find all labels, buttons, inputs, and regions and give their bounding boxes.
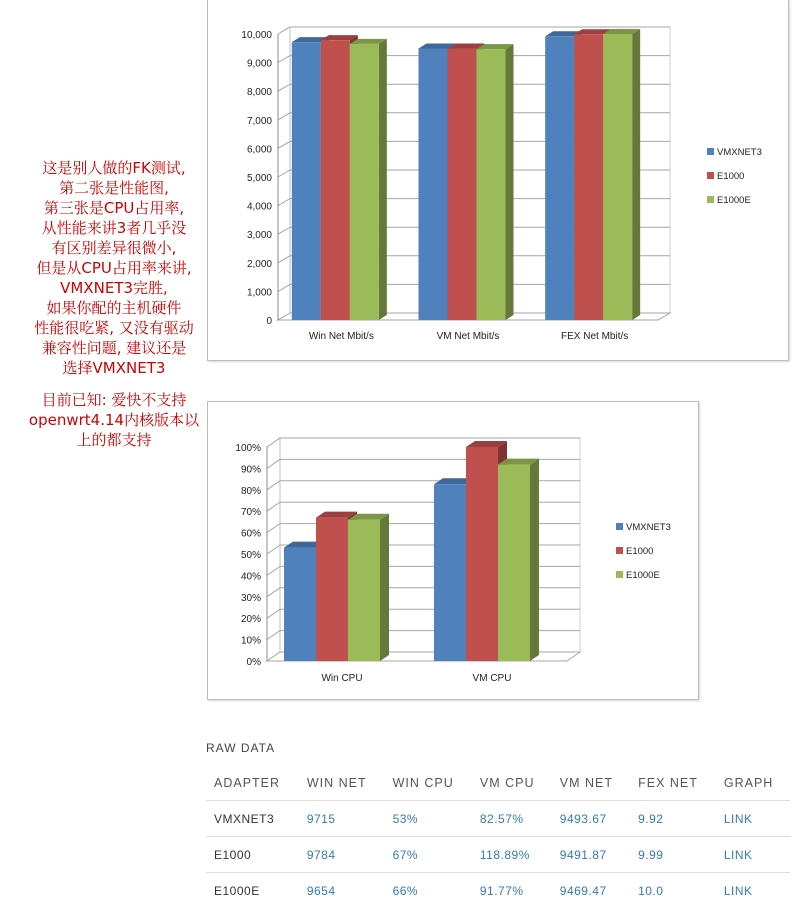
- bar-vmxnet3-1: [419, 48, 448, 320]
- y-tick-label: 8,000: [247, 87, 272, 98]
- raw-data-heading: RAW DATA: [206, 741, 275, 755]
- network-performance-chart: [207, 0, 789, 361]
- graph-link[interactable]: LINK: [716, 837, 790, 873]
- column-header: FEX NET: [630, 766, 716, 801]
- y-tick-label: 7,000: [247, 116, 272, 127]
- legend-label: E1000: [626, 546, 653, 557]
- y-tick-label: 5,000: [247, 173, 272, 184]
- bar-side: [380, 514, 389, 661]
- legend-swatch: [707, 148, 714, 155]
- annotation-line: 第二张是性能图,: [0, 178, 228, 198]
- cpu-usage-chart: [207, 401, 699, 700]
- legend-label: E1000E: [626, 570, 660, 581]
- annotation-line: 有区别差异很微小,: [0, 238, 228, 258]
- adapter-cell: E1000: [206, 837, 299, 873]
- red-annotation-text: [0, 158, 228, 450]
- legend-swatch: [616, 571, 623, 578]
- vm-cpu-cell: 91.77%: [472, 873, 552, 908]
- legend-label: VMXNET3: [717, 147, 762, 158]
- legend-label: E1000: [717, 171, 744, 182]
- y-tick-label: 90%: [241, 464, 261, 475]
- y-tick-label: 30%: [241, 593, 261, 604]
- y-tick-label: 10%: [241, 636, 261, 647]
- bar-e1000-2: [574, 34, 603, 320]
- bar-side: [379, 39, 387, 320]
- y-tick-label: 1,000: [247, 287, 272, 298]
- raw-data-table: [206, 766, 790, 908]
- annotation-line: 目前已知: 爱快不支持: [0, 390, 228, 410]
- x-category-label: Win Net Mbit/s: [309, 331, 374, 342]
- y-tick-label: 3,000: [247, 230, 272, 241]
- bar-vmxnet3-1: [434, 484, 466, 661]
- vm-net-cell: 9491.87: [552, 837, 630, 873]
- vm-net-cell: 9469.47: [552, 873, 630, 908]
- cpu-usage-chart-svg: [208, 402, 698, 699]
- y-tick-label: 40%: [241, 571, 261, 582]
- legend-label: VMXNET3: [626, 522, 671, 533]
- vm-net-cell: 9493.67: [552, 801, 630, 837]
- annotation-line: 性能很吃紧, 又没有驱动: [0, 318, 228, 338]
- bar-e1000e-1: [498, 465, 530, 661]
- annotation-line: 上的都支持: [0, 430, 228, 450]
- x-category-label: VM Net Mbit/s: [437, 331, 500, 342]
- column-header: GRAPH: [716, 766, 790, 801]
- annotation-line: 从性能来讲3者几乎没: [0, 218, 228, 238]
- y-tick-label: 0%: [247, 657, 262, 668]
- column-header: VM CPU: [472, 766, 552, 801]
- annotation-line: 但是从CPU占用率来讲,: [0, 258, 228, 278]
- y-tick-label: 20%: [241, 614, 261, 625]
- bar-vmxnet3-0: [284, 548, 316, 661]
- annotation-line: 这是别人做的FK测试,: [0, 158, 228, 178]
- column-header: ADAPTER: [206, 766, 299, 801]
- graph-link[interactable]: LINK: [716, 873, 790, 908]
- win-net-cell: 9715: [299, 801, 385, 837]
- annotation-line: openwrt4.14内核版本以: [0, 410, 228, 430]
- x-category-label: FEX Net Mbit/s: [561, 331, 628, 342]
- fex-net-cell: 9.92: [630, 801, 716, 837]
- bar-e1000e-0: [350, 44, 379, 320]
- legend-label: E1000E: [717, 195, 751, 206]
- annotation-line: 选择VMXNET3: [0, 358, 228, 378]
- legend-swatch: [707, 172, 714, 179]
- y-tick-label: 6,000: [247, 144, 272, 155]
- bar-e1000-1: [466, 447, 498, 661]
- y-tick-label: 70%: [241, 507, 261, 518]
- bar-e1000-0: [316, 518, 348, 661]
- adapter-cell: E1000E: [206, 873, 299, 908]
- table-row: [206, 837, 790, 873]
- fex-net-cell: 10.0: [630, 873, 716, 908]
- y-tick-label: 100%: [235, 443, 261, 454]
- y-tick-label: 50%: [241, 550, 261, 561]
- annotation-line: 如果你配的主机硬件: [0, 298, 228, 318]
- bar-side: [506, 44, 514, 320]
- table-header-row: [206, 766, 790, 801]
- legend-swatch: [616, 547, 623, 554]
- bar-e1000e-1: [477, 49, 506, 320]
- legend-swatch: [616, 523, 623, 530]
- annotation-line: VMXNET3完胜,: [0, 278, 228, 298]
- x-category-label: VM CPU: [473, 673, 512, 684]
- bar-e1000-1: [448, 49, 477, 320]
- legend-swatch: [707, 196, 714, 203]
- vm-cpu-cell: 82.57%: [472, 801, 552, 837]
- column-header: VM NET: [552, 766, 630, 801]
- bar-side: [530, 459, 539, 661]
- bar-vmxnet3-0: [292, 42, 321, 320]
- annotation-line: 第三张是CPU占用率,: [0, 198, 228, 218]
- win-cpu-cell: 53%: [385, 801, 472, 837]
- bar-e1000e-0: [348, 520, 380, 661]
- win-net-cell: 9784: [299, 837, 385, 873]
- table-row: [206, 801, 790, 837]
- bar-side: [632, 29, 640, 320]
- y-tick-label: 4,000: [247, 202, 272, 213]
- fex-net-cell: 9.99: [630, 837, 716, 873]
- table-row: [206, 873, 790, 908]
- network-performance-chart-svg: [208, 0, 788, 360]
- bar-e1000e-2: [603, 34, 632, 320]
- y-tick-label: 0: [266, 316, 272, 327]
- column-header: WIN NET: [299, 766, 385, 801]
- vm-cpu-cell: 118.89%: [472, 837, 552, 873]
- y-tick-label: 60%: [241, 529, 261, 540]
- x-category-label: Win CPU: [321, 673, 362, 684]
- y-tick-label: 10,000: [241, 30, 272, 41]
- column-header: WIN CPU: [385, 766, 472, 801]
- bar-vmxnet3-2: [545, 36, 574, 320]
- y-tick-label: 9,000: [247, 59, 272, 70]
- win-cpu-cell: 66%: [385, 873, 472, 908]
- y-tick-label: 80%: [241, 486, 261, 497]
- bar-e1000-0: [321, 40, 350, 320]
- win-cpu-cell: 67%: [385, 837, 472, 873]
- y-tick-label: 2,000: [247, 259, 272, 270]
- adapter-cell: VMXNET3: [206, 801, 299, 837]
- annotation-line: 兼容性问题, 建议还是: [0, 338, 228, 358]
- win-net-cell: 9654: [299, 873, 385, 908]
- graph-link[interactable]: LINK: [716, 801, 790, 837]
